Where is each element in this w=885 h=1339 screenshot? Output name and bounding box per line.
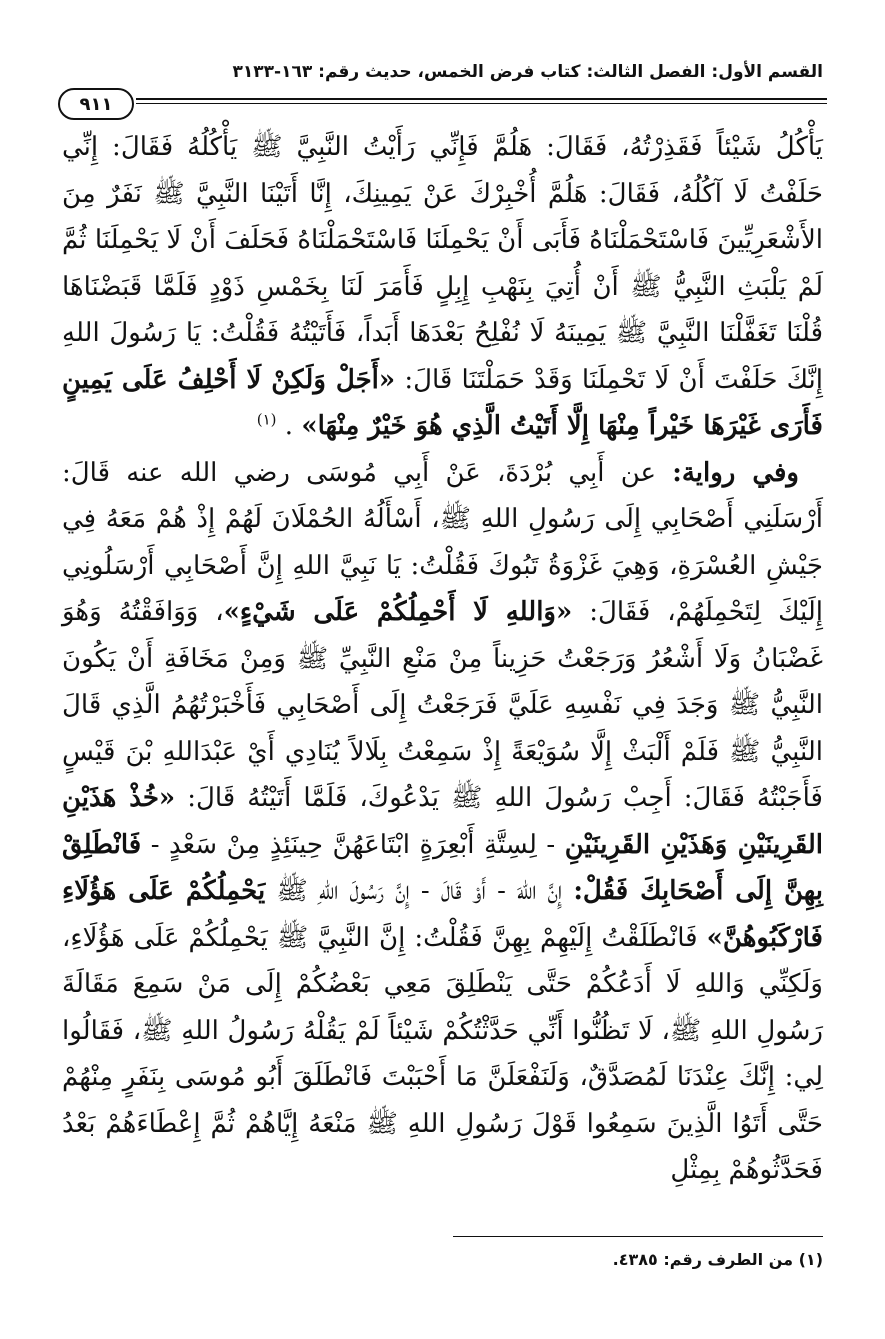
header-rule <box>58 92 827 116</box>
hadith-quote: «أَجَلْ وَلَكِنْ لَا أَحْلِفُ عَلَى يَمِينٍ فَأَرَى غَيْرَهَا خَيْراً مِنْهَا إِلَّا أَتَيْتُ الَّذِي هُوَ خَيْرٌ مِنْهَا» <box>62 364 823 441</box>
hadith-quote: يَحْمِلُكُمْ عَلَى هَؤُلَاءِ فَارْكَبُوهُنَّ» <box>62 876 823 953</box>
running-header: القسم الأول: الفصل الثالث: كتاب فرض الخمس، حديث رقم: ١٦٣-٣١٣٣ <box>232 62 823 82</box>
page-number: ٩١١ <box>58 88 134 120</box>
hadith-quote: «خُذْ هَذَيْنِ القَرِينَيْنِ وَهَذَيْنِ القَرِينَيْنِ <box>62 783 823 860</box>
text-run: ، وَوَافَقْتُهُ وَهُوَ غَضْبَانُ وَلَا أَشْعُرُ وَرَجَعْتُ حَزِيناً مِنْ مَنْعِ النَّبِيِّ ﷺ وَمِنْ مَخَافَةِ أَنْ يَكُونَ النَّبِيُّ ﷺ وَجَدَ فِي نَفْسِهِ عَلَيَّ فَرَجَعْتُ إِلَى أَصْحَابِي فَأَخْبَرْتُهُمُ الَّذِي قَالَ النَّبِيُّ ﷺ فَلَمْ أَلْبَثْ إِلَّا سُوَيْعَةً إِذْ سَمِعْتُ بِلَالاً يُنَادِي أَيْ عَبْدَاللهِ بْنَ قَيْسٍ فَأَجَبْتُهُ فَقَالَ: أَجِبْ رَسُولَ اللهِ ﷺ يَدْعُوكَ، فَلَمَّا أَتَيْتُهُ قَالَ: <box>62 597 823 813</box>
text-run: عن أَبِي بُرْدَةَ، عَنْ أَبِي مُوسَى رضي الله عنه قَالَ: أَرْسَلَنِي أَصْحَابِي إِلَى رَسُولِ اللهِ ﷺ، أَسْأَلُهُ الحُمْلَانَ لَهُمْ إِذْ هُمْ مَعَهُ فِي جَيْشِ العُسْرَةِ، وَهِيَ غَزْوَةُ تَبُوكَ فَقُلْتُ: يَا نَبِيَّ اللهِ إِنَّ أَصْحَابِي أَرْسَلُونِي إِلَيْكَ لِتَحْمِلَهُمْ، فَقَالَ: <box>62 457 823 627</box>
main-text <box>62 124 823 1194</box>
footnote: (١) من الطرف رقم: ٤٣٨٥. <box>612 1250 823 1269</box>
riwaya-lead: وفي رواية: <box>672 457 799 488</box>
paragraph-riwaya <box>62 450 823 1194</box>
footnote-separator <box>453 1236 823 1237</box>
paragraph-continuation <box>62 124 823 450</box>
text-run: فَانْطَلَقْتُ إِلَيْهِمْ بِهِنَّ فَقُلْتُ: إِنَّ النَّبِيَّ ﷺ يَحْمِلُكُمْ عَلَى هَؤُلَاءِ، وَلَكِنِّي وَاللهِ لَا أَدَعُكُمْ حَتَّى يَنْطَلِقَ مَعِي بَعْضُكُمْ إِلَى مَنْ سَمِعَ مَقَالَةَ رَسُولِ اللهِ ﷺ، لَا تَظُنُّوا أَنِّي حَدَّثْتُكُمْ شَيْئاً لَمْ يَقُلْهُ رَسُولُ اللهِ ﷺ، فَقَالُوا لِي: إِنَّكَ عِنْدَنَا لَمُصَدَّقٌ، وَلَنَفْعَلَنَّ مَا أَحْبَبْتَ فَانْطَلَقَ أَبُو مُوسَى بِنَفَرٍ مِنْهُمْ حَتَّى أَتَوُا الَّذِينَ سَمِعُوا قَوْلَ رَسُولِ اللهِ ﷺ مَنْعَهُ إِيَّاهُمْ ثُمَّ إِعْطَاءَهُمْ بَعْدُ فَحَدَّثُوهُمْ بِمِثْلِ <box>62 922 823 1185</box>
hadith-quote: فَانْطَلِقْ بِهِنَّ إِلَى أَصْحَابِكَ فَقُلْ: <box>62 829 824 906</box>
footnote-marker[interactable]: (١) <box>256 410 277 429</box>
header-rule-thick <box>136 98 827 100</box>
text-run: يَأْكُلُ شَيْئاً فَقَذِرْتُهُ، فَقَالَ: هَلُمَّ فَإِنِّي رَأَيْتُ النَّبِيَّ ﷺ يَأْكُلُهُ فَقَالَ: إِنِّي حَلَفْتُ لَا آكُلُهُ، فَقَالَ: هَلُمَّ أُخْبِرْكَ عَنْ يَمِينِكَ، إِنَّا أَتَيْنَا النَّبِيَّ ﷺ نَفَرٌ مِنَ الأَشْعَرِيِّينَ فَاسْتَحْمَلْنَاهُ فَأَبَى أَنْ يَحْمِلَنَا فَاسْتَحْمَلْنَاهُ فَحَلَفَ أَنْ لَا يَحْمِلَنَا ثُمَّ لَمْ يَلْبَثِ النَّبِيُّ ﷺ أَنْ أُتِيَ بِنَهْبِ إِبِلٍ فَأَمَرَ لَنَا بِخَمْسِ ذَوْدٍ فَلَمَّا قَبَضْنَاهَا قُلْنَا تَغَفَّلْنَا النَّبِيَّ ﷺ يَمِينَهُ لَا نُفْلِحُ بَعْدَهَا أَبَداً، فَأَتَيْتُهُ فَقُلْتُ: يَا رَسُولَ اللهِ إِنَّكَ حَلَفْتَ أَنْ لَا تَحْمِلَنَا وَقَدْ حَمَلْتَنَا قَالَ: <box>62 132 823 395</box>
text-run: - لِسِتَّةِ أَبْعِرَةٍ ابْتَاعَهُنَّ حِينَئِذٍ مِنْ سَعْدٍ - <box>150 829 556 860</box>
hadith-quote: «وَاللهِ لَا أَحْمِلُكُمْ عَلَى شَيْءٍ» <box>223 597 573 627</box>
text-run: . <box>284 411 294 441</box>
text-run: إِنَّ اللهَ - أَوْ قَالَ - إِنَّ رَسُولَ اللهِ ﷺ <box>276 876 563 906</box>
header-rule-thin <box>136 103 827 104</box>
